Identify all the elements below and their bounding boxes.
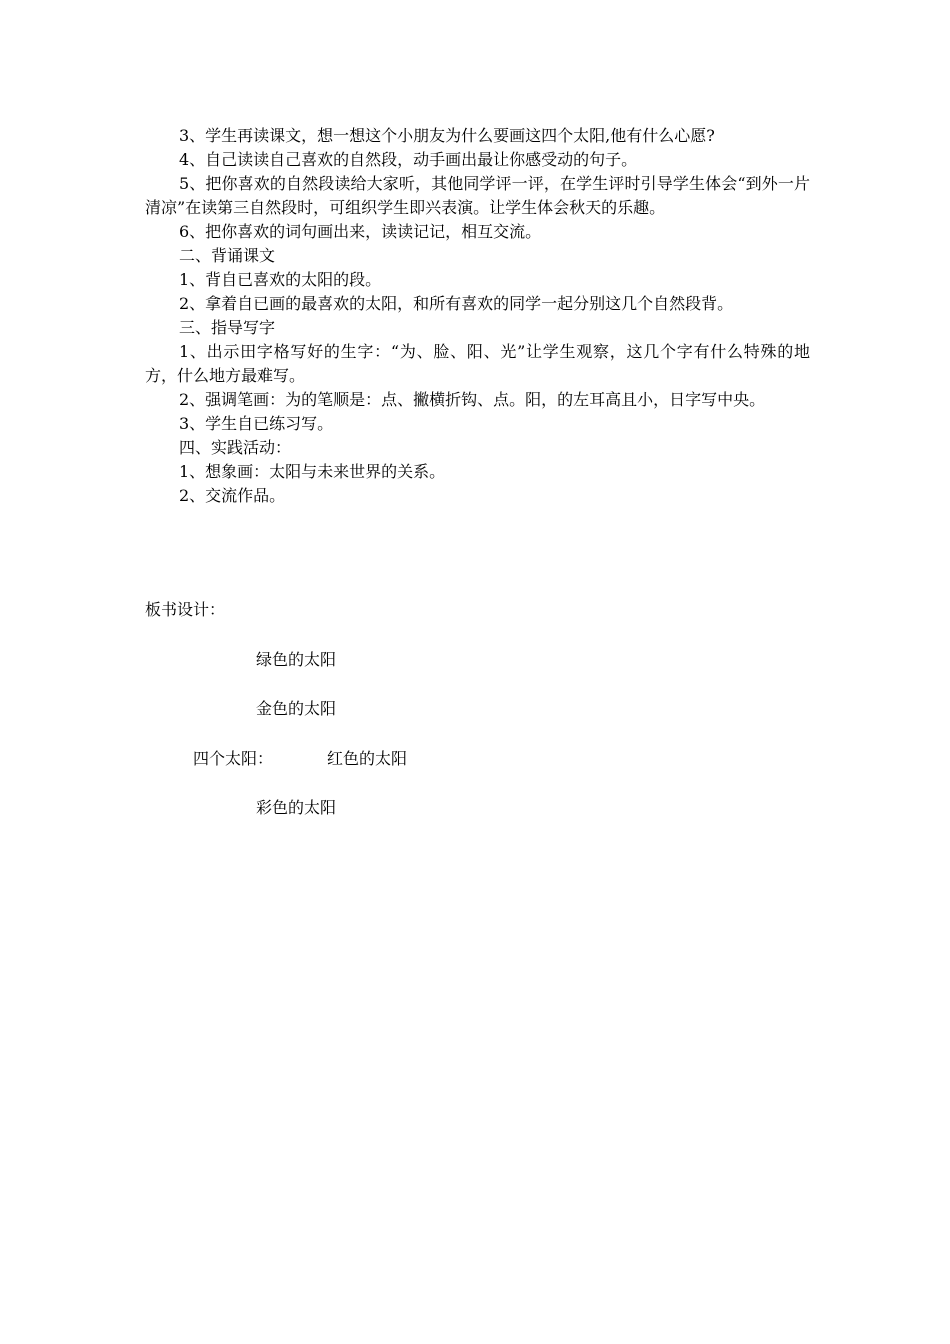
paragraph-writing-3: 3、学生自已练习写。 — [179, 414, 334, 433]
board-item-colorful: 彩色的太阳 — [256, 798, 337, 817]
paragraph-step-6: 6、把你喜欢的词句画出来，读读记记，相互交流。 — [179, 222, 542, 241]
paragraph-step-5: 5、把你喜欢的自然段读给大家听，其他同学评一评，在学生评时引导学生体会“到外一片清凉”在读第三自然段时，可组织学生即兴表演。让学生体会秋天的乐趣。 — [145, 174, 810, 217]
board-item-red: 红色的太阳 — [327, 749, 408, 768]
paragraph-writing-2: 2、强调笔画：为的笔顺是：点、撇横折钩、点。阳，的左耳高且小，日字写中央。 — [179, 390, 766, 409]
section-heading-writing: 三、指导写字 — [179, 318, 276, 337]
paragraph-practice-2: 2、交流作品。 — [179, 486, 286, 505]
section-heading-practice: 四、实践活动： — [179, 438, 292, 457]
board-item-green: 绿色的太阳 — [256, 650, 337, 669]
board-design-title: 板书设计： — [145, 600, 226, 619]
paragraph-recite-2: 2、拿着自已画的最喜欢的太阳，和所有喜欢的同学一起分别这几个自然段背。 — [179, 294, 734, 313]
section-heading-recite: 二、背诵课文 — [179, 246, 276, 265]
board-item-gold: 金色的太阳 — [256, 699, 337, 718]
paragraph-recite-1: 1、背自已喜欢的太阳的段。 — [179, 270, 382, 289]
paragraph-step-3: 3、学生再读课文，想一想这个小朋友为什么要画这四个太阳,他有什么心愿? — [179, 126, 715, 145]
paragraph-step-4: 4、自己读读自己喜欢的自然段，动手画出最让你感受动的句子。 — [179, 150, 638, 169]
paragraph-writing-1: 1、出示田字格写好的生字：“为、脸、阳、光”让学生观察，这几个字有什么特殊的地方，什么地方最难写。 — [145, 342, 810, 385]
paragraph-practice-1: 1、想象画：太阳与未来世界的关系。 — [179, 462, 446, 481]
board-label-four-suns: 四个太阳： — [193, 749, 274, 768]
